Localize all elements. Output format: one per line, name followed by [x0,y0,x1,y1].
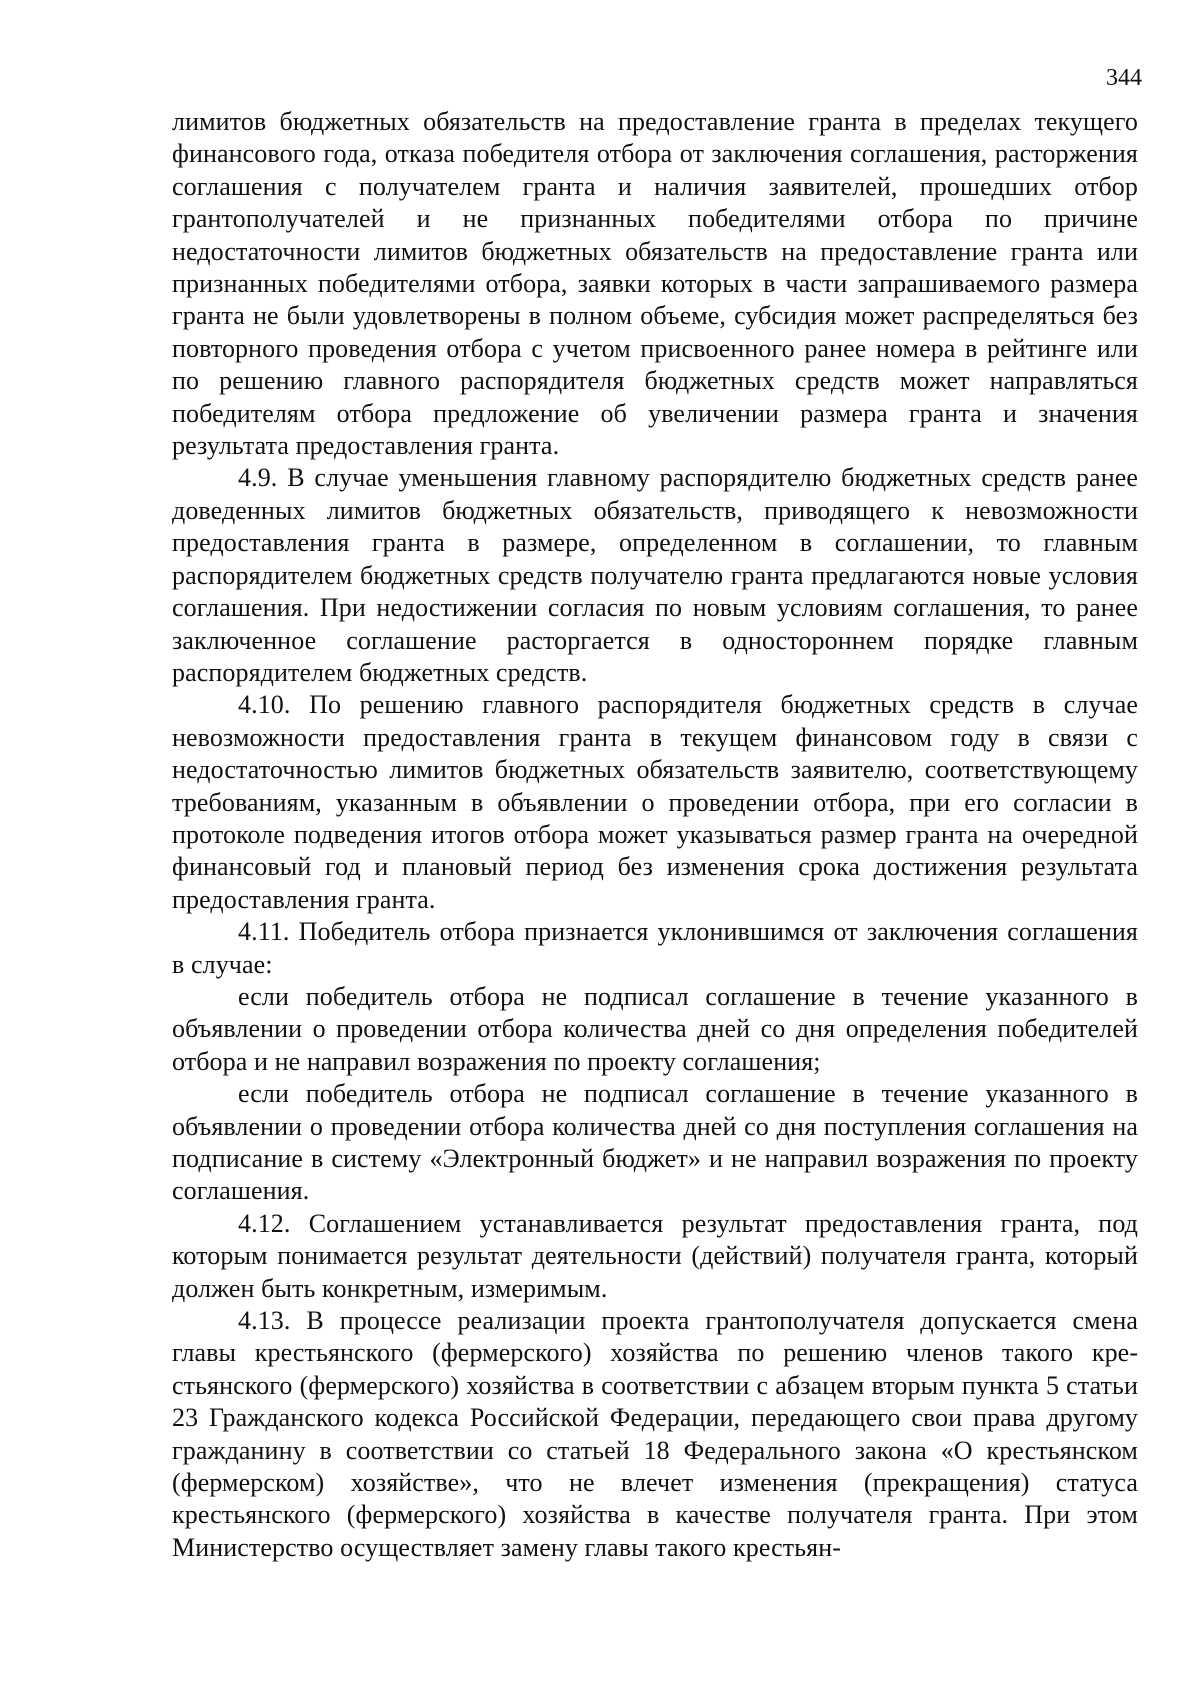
paragraph-4-11-case-1: если победитель отбора не подписал соглашение в течение указанного в объявлении о проведении отбора количества дней со дня определения победителей отбора и не направил возражения по проекту соглашения; [172,981,1138,1076]
paragraph-4-12: 4.12. Соглашением устанавливается результат предоставления гранта, под которым понимается результат деятельности (действий) получателя гранта, который должен быть конкретным, измеримым. [172,1208,1138,1303]
paragraph-4-9: 4.9. В случае уменьшения главному распорядителю бюджетных средств ранее доведенных лимитов бюджетных обязательств, приводящего к невозможности предоставления гранта в размере, определенном в соглашении, то главным распорядителем бюджетных средств получателю гранта предлагаются новые условия соглашения. При недостижении согласия по новым условиям соглашения, то ранее заключенное соглашение расторгается в одностороннем порядке главным распорядителем бюджетных средств. [172,463,1138,687]
page-number: 344 [1106,65,1142,91]
paragraph-continuation: лимитов бюджетных обязательств на предоставление гранта в пределах текущего финансового года, отказа победителя отбора от заключения соглашения, расторжения соглашения с получателем гранта и наличия заявителей, прошедших отбор грантополучателей и не признанных победителями отбора по причине недостаточности лимитов бюджетных обязательств на предоставление гранта или признанных победителями отбора, заявки которых в части запрашиваемого размера гранта не были удовлетворены в полном объеме, субсидия может распределяться без повторного проведения отбора с учетом присвоенного ранее номера в рейтинге или по решению главного распорядителя бюджетных средств может направляться победителям отбора предложение об увеличении размера гранта и значения результата предоставления гранта. [172,107,1138,461]
document-body [172,106,1138,1564]
paragraph-4-11-case-2: если победитель отбора не подписал соглашение в течение указанного в объявлении о проведении отбора количества дней со дня поступления соглашения на подписание в систему «Электронный бюджет» и не направил возражения по проекту соглашения. [172,1079,1138,1206]
paragraph-4-13: 4.13. В процессе реализации проекта грантополучателя допускается смена главы крестьянского (фермерского) хозяйства по решению членов такого крестьянского (фермерского) хозяйства в соответствии с абзацем вторым пункта 5 статьи 23 Гражданского кодекса Российской Федерации, передающего свои права другому гражданину в соответствии со статьей 18 Федерального закона «О крестьянском (фермерском) хозяйстве», что не влечет изменения (прекращения) статуса крестьянского (фермерского) хозяйства в качестве получателя гранта. При этом Министерство осуществляет замену главы такого крестьян- [172,1306,1138,1562]
paragraph-4-11: 4.11. Победитель отбора признается уклонившимся от заключения соглашения в случае: [172,917,1138,979]
paragraph-4-10: 4.10. По решению главного распорядителя бюджетных средств в случае невозможности предоставления гранта в текущем финансовом году в связи с недостаточностью лимитов бюджетных обязательств заявителю, соответствующему требованиям, указанным в объявлении о проведении отбора, при его согласии в протоколе подведения итогов отбора может указываться размер гранта на очередной финансовый год и плановый период без изменения срока достижения результата предоставления гранта. [172,690,1138,914]
